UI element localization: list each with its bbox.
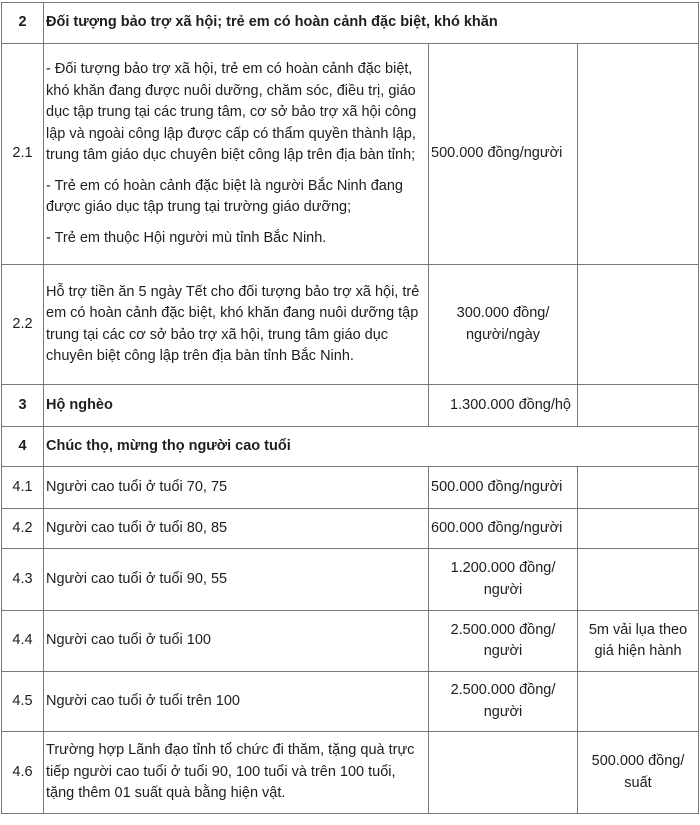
table-row-2-2 (2, 265, 699, 385)
row-extra (578, 672, 699, 732)
section-title: Đối tượng bảo trợ xã hội; trẻ em có hoàn cảnh đặc biệt, khó khăn (44, 3, 699, 44)
row-amount: 500.000 đồng/người (429, 44, 578, 265)
table-row-4-3 (2, 549, 699, 611)
row-number: 4 (2, 427, 44, 467)
section-title: Chúc thọ, mừng thọ người cao tuổi (44, 427, 699, 467)
table-row-4-5 (2, 672, 699, 732)
row-extra (578, 44, 699, 265)
row-description: Người cao tuổi ở tuổi trên 100 (44, 672, 429, 732)
row-extra: 500.000 đồng/ suất (578, 732, 699, 814)
row-number: 4.5 (2, 672, 44, 732)
row-description (44, 44, 429, 265)
row-number: 4.6 (2, 732, 44, 814)
support-levels-table (1, 2, 699, 814)
row-description: Người cao tuổi ở tuổi 90, 55 (44, 549, 429, 611)
row-extra (578, 265, 699, 385)
row-amount: 2.500.000 đồng/ người (429, 611, 578, 672)
table-row-section-4 (2, 427, 699, 467)
row-extra (578, 509, 699, 549)
row-amount: 600.000 đồng/người (429, 509, 578, 549)
row-amount: 500.000 đồng/người (429, 467, 578, 509)
row-number: 2.2 (2, 265, 44, 385)
table-row-4-4 (2, 611, 699, 672)
row-description: Người cao tuổi ở tuổi 100 (44, 611, 429, 672)
row-number: 4.1 (2, 467, 44, 509)
row-number: 3 (2, 385, 44, 427)
description-paragraph: - Trẻ em thuộc Hội người mù tỉnh Bắc Ninh. (46, 229, 327, 246)
section-title: Hộ nghèo (44, 385, 429, 427)
row-extra: 5m vải lụa theo giá hiện hành (578, 611, 699, 672)
row-amount (429, 732, 578, 814)
row-amount: 1.200.000 đồng/ người (429, 549, 578, 611)
description-paragraph: - Đối tượng bảo trợ xã hội, trẻ em có hoàn cảnh đặc biệt, khó khăn đang được nuôi dưỡng, chăm sóc, điều trị, giáo dục tập trung tại các trung tâm, cơ sở bảo trợ xã hội công lập và ngoài công lập được cấp có thẩm quyền thành lập, trung tâm giáo dục chuyên biệt công lập trên địa bàn tỉnh; (46, 61, 417, 163)
row-description: Trường hợp Lãnh đạo tỉnh tổ chức đi thăm, tặng quà trực tiếp người cao tuổi ở tuổi 90, 100 tuổi và trên 100 tuổi, tặng thêm 01 suất quà bằng hiện vật. (44, 732, 429, 814)
row-extra (578, 467, 699, 509)
row-number: 2 (2, 3, 44, 44)
row-number: 4.3 (2, 549, 44, 611)
table-row-section-2 (2, 3, 699, 44)
table-row-4-2 (2, 509, 699, 549)
row-number: 2.1 (2, 44, 44, 265)
row-extra (578, 549, 699, 611)
row-amount: 1.300.000 đồng/hộ (429, 385, 578, 427)
table-row-4-6 (2, 732, 699, 814)
table-row-section-3 (2, 385, 699, 427)
row-amount: 2.500.000 đồng/ người (429, 672, 578, 732)
row-description: Người cao tuổi ở tuổi 70, 75 (44, 467, 429, 509)
row-description: Hỗ trợ tiền ăn 5 ngày Tết cho đối tượng bảo trợ xã hội, trẻ em có hoàn cảnh đặc biệt, khó khăn đang nuôi dưỡng tập trung tại các cơ sở bảo trợ xã hội, trung tâm giáo dục chuyên biệt công lập trên địa bàn tỉnh Bắc Ninh. (44, 265, 429, 385)
row-number: 4.2 (2, 509, 44, 549)
description-paragraph: - Trẻ em có hoàn cảnh đặc biệt là người Bắc Ninh đang được giáo dục tập trung tại trường giáo dưỡng; (46, 177, 403, 215)
row-number: 4.4 (2, 611, 44, 672)
table-row-4-1 (2, 467, 699, 509)
row-description: Người cao tuổi ở tuổi 80, 85 (44, 509, 429, 549)
table-row-2-1 (2, 44, 699, 265)
row-extra (578, 385, 699, 427)
row-amount: 300.000 đồng/ người/ngày (429, 265, 578, 385)
